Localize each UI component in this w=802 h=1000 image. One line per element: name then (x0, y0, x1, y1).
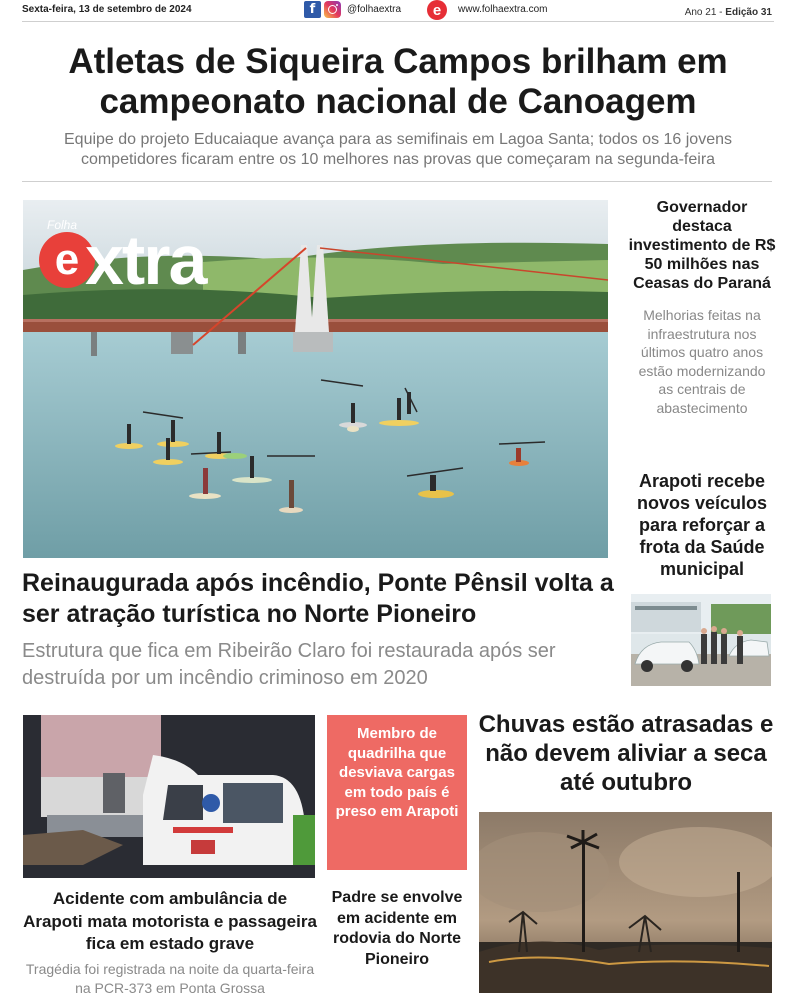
vehicles-photo[interactable] (631, 594, 771, 686)
ambulance-accident-photo[interactable] (23, 715, 315, 878)
edition-number: Edição 31 (725, 7, 772, 18)
edition-info (685, 7, 772, 18)
divider (22, 181, 772, 182)
edition-year: Ano 21 - (684, 7, 723, 18)
vehicles-photo-illustration (631, 594, 771, 686)
wildfire-photo[interactable] (479, 812, 772, 993)
bridge-story-subheadline: Estrutura que fica em Ribeirão Claro foi restaurada após ser destruída por um incêndio criminoso em 2020 (22, 640, 556, 689)
logo-extra-wordmark: xtra (85, 221, 206, 299)
folha-extra-logo (39, 216, 274, 299)
logo-e-badge: e (39, 232, 95, 288)
ceasas-story-headline[interactable]: Governador destaca investimento de R$ 50 milhões nas Ceasas do Paraná (628, 199, 776, 292)
social-handle[interactable]: @folhaextra (347, 4, 402, 15)
hero-photo-bridge-paddleboard[interactable] (23, 200, 608, 558)
ambulance-accident-headline[interactable]: Acidente com ambulância de Arapoti mata motorista e passageira fica em estado grave (23, 889, 317, 953)
bridge-story-headline[interactable]: Reinaugurada após incêndio, Ponte Pênsil volta a ser atração turística no Norte Pioneiro (22, 569, 614, 628)
site-logo-icon: e (427, 0, 447, 20)
ceasas-story-subheadline: Melhorias feitas na infraestrutura nos últimos quatro anos estão modernizando as centrais de abastecimento (638, 307, 766, 416)
wildfire-photo-illustration (479, 812, 772, 993)
gang-arrest-story-box[interactable]: Membro de quadrilha que desviava cargas em todo país é preso em Arapoti (327, 715, 467, 870)
lead-headline[interactable]: Atletas de Siqueira Campos brilham em campeonato nacional de Canoagem (68, 42, 728, 121)
lead-subheadline: Equipe do projeto Educaiaque avança para as semifinais em Lagoa Santa; todos os 16 jovens competidores ficaram entre os 10 melhores nas provas que começaram na segunda-feira (64, 131, 732, 168)
rain-drought-headline[interactable]: Chuvas estão atrasadas e não devem aliviar a seca até outubro (478, 711, 774, 796)
site-url-link[interactable]: www.folhaextra.com (458, 4, 548, 15)
facebook-icon[interactable]: f (304, 1, 321, 18)
top-bar (22, 0, 774, 22)
social-links (304, 1, 401, 18)
arapoti-vehicles-headline[interactable]: Arapoti recebe novos veículos para reforçar a frota da Saúde municipal (636, 471, 768, 579)
logo-folha-text: Folha (47, 218, 78, 232)
ambulance-photo-illustration (23, 715, 315, 878)
instagram-icon[interactable] (324, 1, 341, 18)
ambulance-accident-subheadline: Tragédia foi registrada na noite da quarta-feira na PCR-373 em Ponta Grossa (25, 961, 315, 996)
priest-accident-headline[interactable]: Padre se envolve em acidente em rodovia do Norte Pioneiro (331, 889, 463, 968)
issue-date: Sexta-feira, 13 de setembro de 2024 (22, 4, 192, 15)
